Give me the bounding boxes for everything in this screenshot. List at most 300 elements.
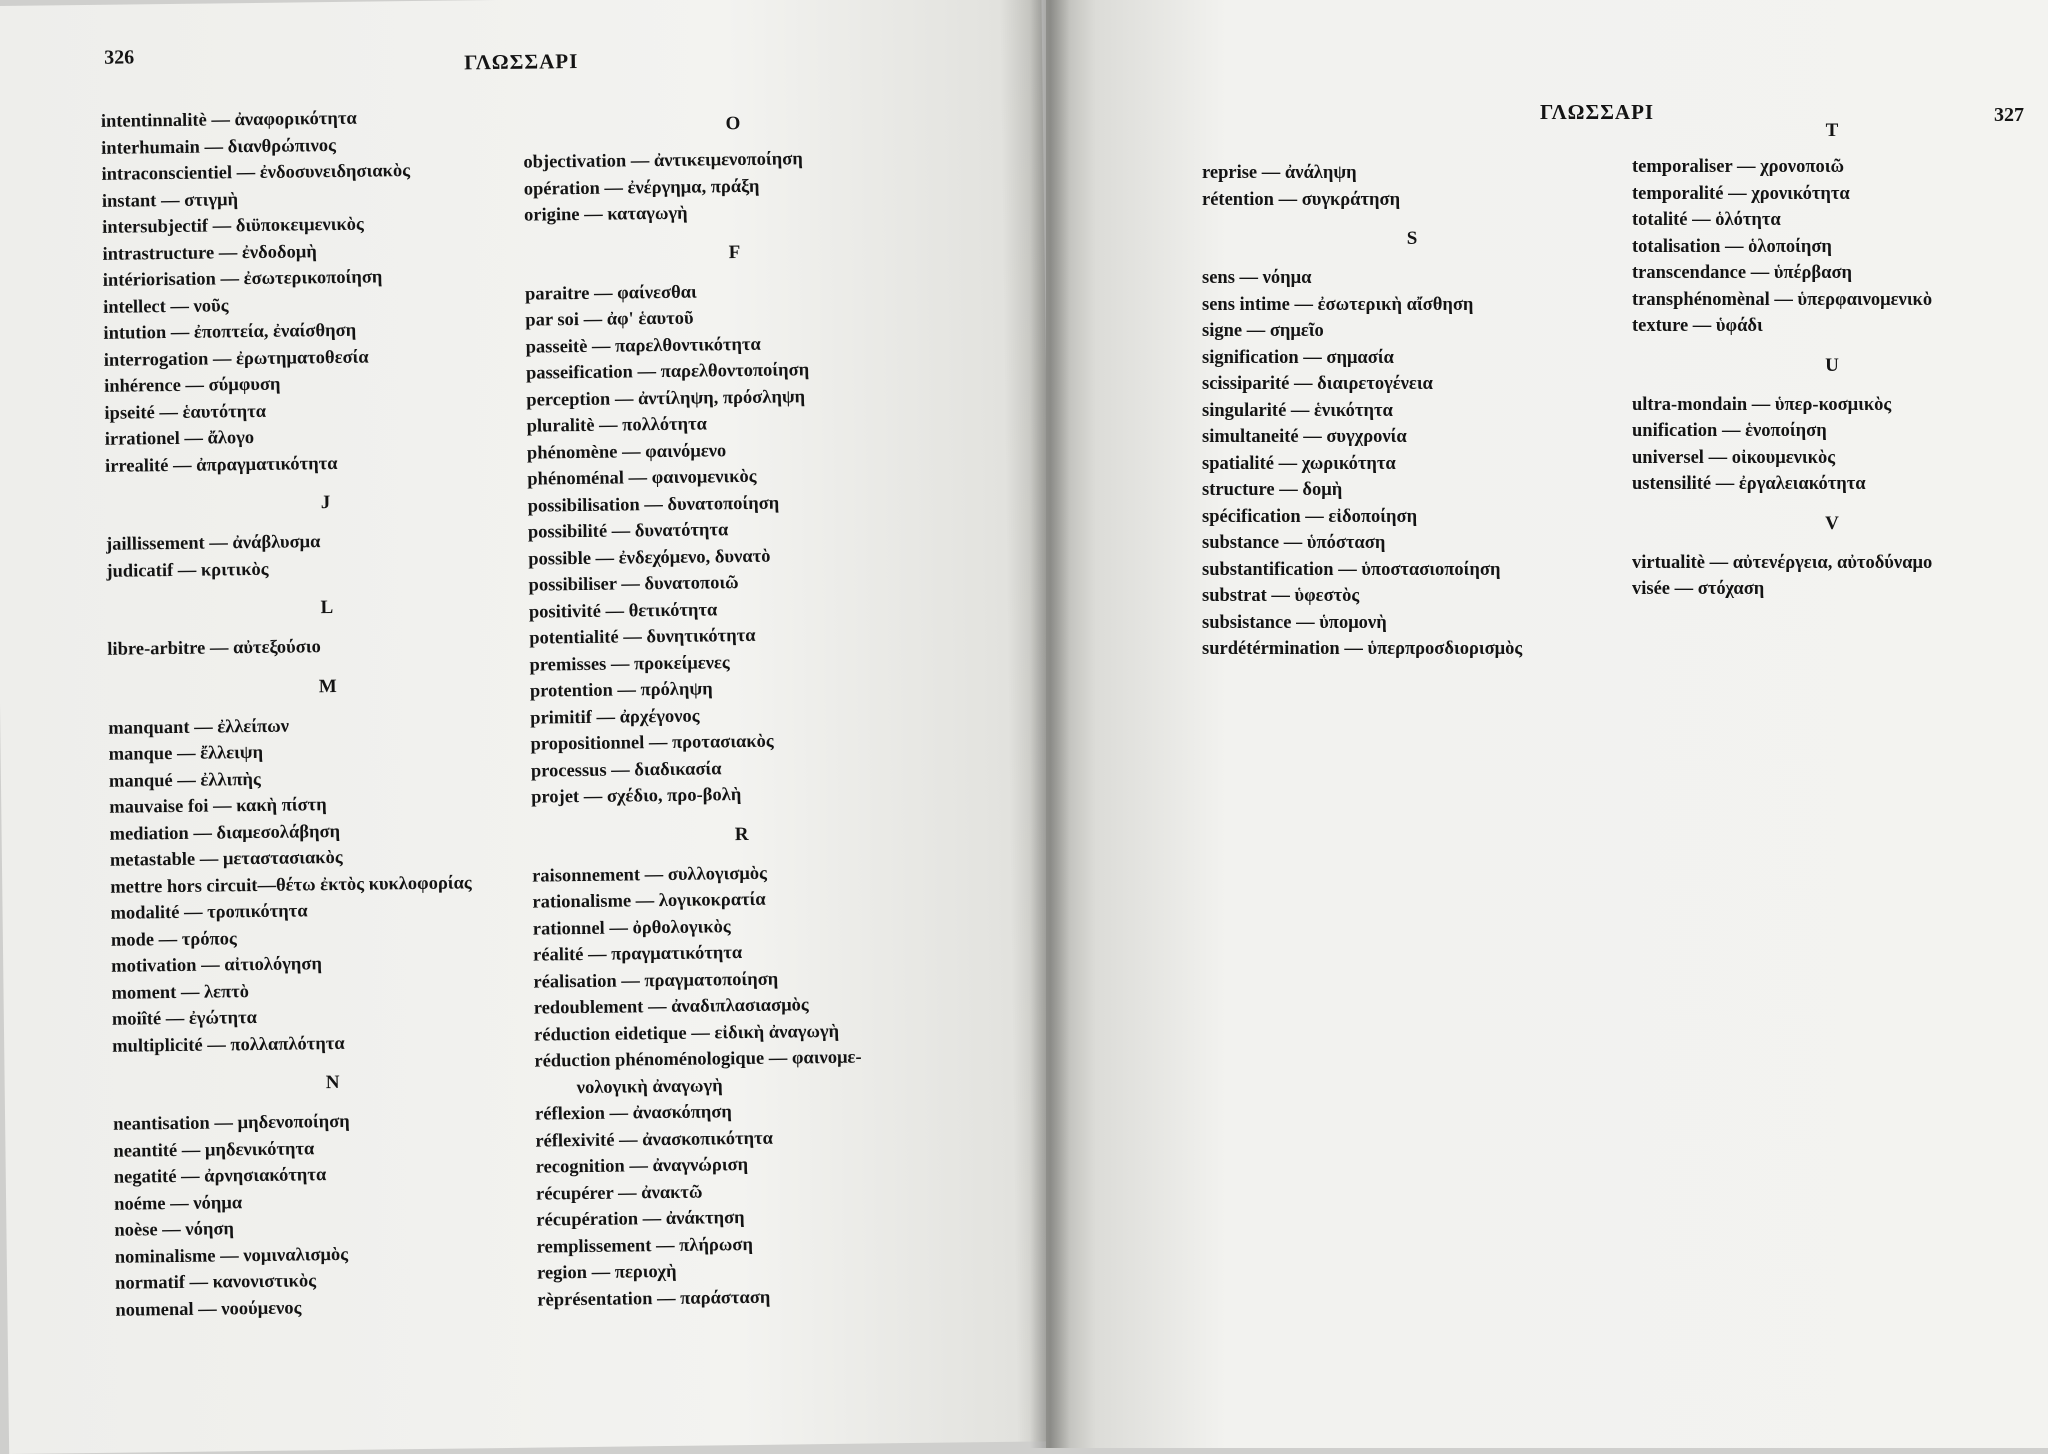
entry-dash: — [198, 1299, 217, 1320]
glossary-entry [1632, 313, 2032, 340]
greek-term: ἐρωτηματοθεσία [235, 347, 369, 369]
french-term: instant [101, 190, 157, 212]
entry-dash: — [691, 1022, 710, 1044]
glossary-entry [1202, 160, 1622, 187]
french-term: substantification [1202, 559, 1334, 580]
entry-dash: — [1271, 586, 1290, 606]
entry-dash: — [183, 902, 203, 923]
french-term: pluralitè [526, 415, 595, 437]
french-term: multiplicité [112, 1035, 203, 1057]
french-term: subsistance [1202, 612, 1292, 633]
entry-dash: — [1725, 236, 1744, 257]
glossary-entry [1632, 154, 2032, 181]
greek-term: νόημα [193, 1192, 243, 1214]
glossary-entry [115, 1292, 555, 1324]
french-term: mode [110, 929, 155, 951]
french-term: intersubjectif [102, 216, 209, 238]
french-term: irrationel [104, 428, 180, 450]
glossary-entry [1632, 260, 2032, 287]
entry-dash: — [170, 1193, 189, 1214]
french-term: inhérence [104, 375, 181, 397]
entry-dash: — [599, 415, 618, 436]
french-term: mauvaise foi [109, 796, 209, 818]
greek-term: προτασιακὸς [671, 731, 774, 753]
french-term: remplissement [536, 1235, 652, 1258]
entry-dash: — [181, 1140, 201, 1161]
greek-term: ἐνέργημα, πράξη [627, 176, 760, 198]
entry-dash: — [162, 1219, 181, 1241]
running-head-right: ΓΛΩΣΣΑΡΙ [1540, 100, 1655, 124]
greek-term: ἀνασκόπηση [632, 1102, 732, 1124]
french-term: totalité [1632, 210, 1688, 230]
section-letter: R [734, 823, 749, 845]
greek-term: πολλότητα [622, 414, 708, 436]
french-term: réalité [533, 945, 584, 966]
greek-term: διαιρετογένεια [1317, 374, 1433, 394]
right-page [1046, 0, 2048, 1448]
section-letter: M [318, 675, 337, 697]
french-term: potentialité [529, 627, 619, 649]
greek-term: πλήρωση [679, 1234, 754, 1256]
french-term: mettre hors circuit [110, 875, 258, 898]
entry-dash: — [1708, 447, 1728, 468]
french-term: récupération [536, 1209, 639, 1231]
greek-term: ἄλογο [207, 427, 255, 449]
entry-dash: — [180, 1166, 200, 1187]
greek-term: ἀνασκοπικότητα [642, 1128, 774, 1150]
greek-term: θετικότητα [628, 599, 718, 621]
french-term: recognition [535, 1156, 625, 1178]
french-term: transphénomènal [1632, 289, 1770, 310]
french-term: possibilisation [527, 494, 640, 517]
greek-term: διανθρώπινος [227, 135, 336, 157]
greek-term: ὑπερπροσδιορισμὸς [1367, 639, 1523, 659]
greek-term: ἀπραγματικότητα [196, 453, 338, 476]
greek-term: ἀνάληψη [1284, 163, 1357, 183]
greek-term: ἐνδοσυνειδησιακὸς [259, 161, 411, 183]
greek-term: ἑνικότητα [1314, 400, 1393, 421]
entry-dash: — [207, 1034, 226, 1056]
glossary-entry [1202, 318, 1622, 345]
entry-dash: — [617, 1182, 637, 1204]
entry-dash: — [1692, 210, 1711, 230]
entry-dash: — [644, 864, 664, 885]
french-term: positivité [528, 601, 601, 623]
greek-term: ἐνδοδομὴ [241, 241, 317, 263]
glossary-entry [537, 1282, 957, 1314]
entry-dash: — [617, 680, 637, 701]
entry-dash: — [1305, 506, 1324, 527]
french-term: virtualitè [1632, 552, 1705, 573]
french-term: manque [108, 744, 173, 765]
french-term: premisses [529, 654, 607, 676]
french-term: structure [1202, 480, 1275, 500]
french-term: substrat [1202, 586, 1267, 606]
greek-term: ἐγώτητα [188, 1007, 258, 1029]
greek-term: ὁλότητα [1715, 210, 1781, 230]
entry-dash: — [1283, 533, 1303, 553]
section-letter: N [325, 1071, 340, 1094]
greek-term: στόχαση [1697, 579, 1765, 599]
french-term: irrealité [104, 455, 169, 477]
entry-dash: — [172, 455, 192, 476]
glossary-entry [1632, 576, 2032, 603]
left-page-column-2 [523, 99, 958, 1314]
greek-term: ἐλλείπων [217, 716, 290, 737]
greek-term: αἰτιολόγηση [224, 954, 323, 976]
entry-dash: — [623, 627, 642, 648]
french-term: metastable [109, 849, 196, 871]
entry-dash: — [629, 1156, 649, 1177]
glossary-entry [1632, 287, 2032, 314]
french-term: visée [1632, 579, 1671, 599]
greek-term: ἐσωτερικοποίηση [243, 267, 383, 290]
entry-dash: — [595, 548, 615, 569]
entry-dash: — [218, 242, 238, 263]
greek-term: σημεῖο [1269, 321, 1324, 341]
french-term: scissiparité [1202, 374, 1290, 394]
greek-term: εἰδικὴ ἀναγωγὴ [714, 1021, 840, 1043]
entry-dash: — [647, 996, 667, 1018]
glossary-entry [1632, 181, 2032, 208]
glossary-entry [534, 1043, 955, 1101]
entry-dash: — [176, 743, 196, 764]
section-letter: J [320, 492, 331, 514]
left-page-column-1 [101, 103, 556, 1323]
entry-dash: — [605, 600, 625, 622]
french-term: simultaneité [1202, 427, 1299, 447]
entry-dash: — [1344, 639, 1363, 659]
greek-term: ἀρχέγονος [619, 706, 700, 728]
greek-term: ἀνάκτηση [665, 1208, 745, 1230]
french-term: réalisation [533, 971, 617, 993]
french-term: raisonnement [532, 864, 641, 887]
greek-term: οἰκουμενικὸς [1731, 447, 1835, 468]
french-term: rationalisme [532, 891, 632, 913]
glossary-entry [1202, 292, 1622, 319]
french-term: mediation [109, 823, 189, 845]
glossary-entry [1202, 371, 1622, 398]
french-term: par soi [525, 310, 580, 331]
entry-dash: — [618, 1129, 638, 1151]
entry-dash: — [160, 190, 180, 211]
greek-term: ἀναδιπλασιασμὸς [671, 995, 809, 1017]
french-term: intraconscientiel [101, 163, 233, 185]
greek-term: διαδικασία [634, 758, 722, 780]
entry-dash: — [1674, 579, 1694, 599]
entry-dash: — [170, 296, 190, 317]
greek-term: ὀρθολογικὸς [632, 916, 731, 938]
french-term: manquant [108, 717, 190, 739]
entry-dash: — [211, 110, 231, 131]
entry-dash: — [158, 929, 178, 950]
entry-dash: — [1751, 394, 1771, 415]
french-term: nominalisme [114, 1246, 216, 1268]
greek-term: ἐργαλειακότητα [1738, 474, 1866, 494]
french-term: jaillissement [105, 533, 205, 555]
glossary-entry [1632, 392, 2032, 419]
french-term: intériorisation [102, 269, 217, 291]
glossary-entry [1632, 418, 2032, 445]
entry-dash: — [199, 849, 219, 870]
entry-dash: — [635, 891, 655, 912]
greek-term: ἀνακτῶ [641, 1182, 703, 1203]
greek-term: σημασία [1326, 347, 1394, 368]
greek-term: φαινομε- [791, 1047, 862, 1069]
greek-term: πραγματικότητα [611, 943, 743, 965]
greek-term: τροπικότητα [207, 901, 308, 923]
french-term: neantisation [113, 1113, 210, 1135]
french-term: unification [1632, 421, 1718, 441]
entry-dash: — [212, 348, 232, 369]
glossary-entry [1202, 265, 1622, 292]
greek-term: δυνατοποίηση [667, 493, 780, 515]
greek-term: αὐτενέργεια, αὐτοδύναμο [1732, 552, 1933, 573]
greek-term: λεπτὸ [203, 981, 250, 1003]
greek-term: μηδενοποίηση [237, 1111, 350, 1134]
greek-term: καταγωγὴ [607, 203, 688, 225]
greek-term: ἀφ' ἑαυτοῦ [606, 308, 694, 330]
french-term: motivation [111, 955, 197, 977]
entry-dash: — [212, 796, 232, 817]
greek-term-continuation: νολογικὴ ἀναγωγὴ [576, 1075, 723, 1098]
greek-term: ἐνδεχόμενο, δυνατὸ [618, 546, 771, 569]
entry-dash: — [1296, 612, 1315, 633]
section-letter: U [1825, 354, 1839, 376]
entry-dash: — [1279, 480, 1298, 500]
gutter-shadow [1030, 0, 1070, 1448]
french-term: transcendance [1632, 263, 1747, 283]
greek-term: σύμφυση [208, 374, 281, 396]
entry-dash: — [194, 717, 213, 738]
entry-dash: — [1736, 157, 1756, 177]
greek-term: ἀναγνώριση [652, 1155, 749, 1177]
french-term: texture [1632, 316, 1689, 336]
entry-dash: — [587, 944, 607, 965]
french-term: manqué [108, 770, 173, 792]
entry-dash: — [655, 1235, 675, 1256]
french-term: region [536, 1262, 588, 1284]
entry-dash: — [621, 574, 640, 595]
greek-term: νόημα [1262, 268, 1312, 288]
greek-term: ὑπερ-κοσμικὸς [1774, 394, 1892, 415]
greek-term: διαμεσολάβηση [216, 821, 341, 843]
greek-term: φαινόμενο [645, 440, 727, 462]
french-term: moiîté [111, 1009, 162, 1030]
entry-dash: — [1721, 421, 1741, 441]
french-term: processus [530, 760, 607, 782]
greek-term: αὐτεξούσιο [232, 637, 321, 659]
entry-dash: — [768, 1048, 788, 1069]
greek-term: παρελθοντοποίηση [660, 360, 810, 383]
french-term: possibilité [527, 521, 608, 543]
greek-term: σχέδιο, προ-βολὴ [606, 785, 742, 807]
french-term: réduction phénoménologique [534, 1048, 765, 1072]
greek-term: παράσταση [680, 1287, 771, 1309]
section-letter: L [320, 597, 334, 619]
greek-term: ὑπομονὴ [1319, 612, 1387, 633]
greek-term: συγκράτηση [1301, 189, 1401, 210]
glossary-entry [1202, 557, 1622, 584]
french-term: singularité [1202, 400, 1287, 421]
greek-term: δυνητικότητα [646, 625, 756, 648]
french-term: ustensilité [1632, 474, 1712, 494]
greek-term: χρονοποιῶ [1760, 157, 1844, 177]
greek-term: πολλαπλότητα [230, 1033, 345, 1055]
greek-term: ἔλλειψη [200, 742, 264, 764]
entry-dash: — [596, 707, 616, 728]
greek-term: χρονικότητα [1751, 183, 1850, 204]
entry-dash: — [591, 336, 611, 357]
french-term: objectivation [523, 151, 627, 173]
glossary-entry [1202, 583, 1622, 610]
greek-term: στιγμὴ [183, 189, 239, 211]
glossary-entry [1202, 636, 1622, 663]
entry-dash: — [609, 1103, 629, 1124]
french-term: redoublement [533, 997, 644, 1019]
entry-dash: — [1261, 163, 1281, 183]
glossary-entry [1632, 234, 2032, 261]
glossary-entry [1632, 207, 2032, 234]
entry-dash: — [611, 759, 630, 781]
greek-term: πραγματοποίηση [644, 969, 779, 991]
entry-dash: — [185, 375, 205, 396]
entry-dash: — [644, 494, 663, 515]
french-term: interhumain [101, 137, 201, 159]
french-term: modalité [110, 902, 180, 924]
page-number-right: 327 [1994, 104, 2024, 126]
greek-term: ὑπέρβαση [1773, 263, 1853, 283]
entry-dash: — [583, 309, 603, 330]
entry-dash: — [189, 1272, 209, 1293]
french-term: phénomène [526, 442, 618, 464]
glossary-entry [1632, 445, 2032, 472]
greek-term: τρόπος [181, 928, 237, 950]
glossary-entry [1632, 550, 2032, 577]
french-term: noéme [114, 1193, 166, 1215]
french-term: sens intime [1202, 294, 1290, 315]
greek-term: πρόληψη [640, 679, 713, 701]
french-term: sens [1202, 268, 1235, 288]
french-term: passeitè [525, 336, 588, 358]
glossary-entry [1202, 504, 1622, 531]
french-term: perception [526, 389, 611, 411]
entry-dash: — [177, 770, 196, 791]
entry-dash: — [1692, 316, 1712, 336]
greek-term: ὑφάδι [1715, 316, 1763, 336]
entry-dash: — [184, 428, 204, 449]
entry-dash: — [209, 533, 228, 554]
greek-term: προκείμενες [633, 652, 730, 674]
entry-dash: — [212, 216, 232, 237]
greek-term: κανονιστικὸς [212, 1271, 317, 1293]
french-term: possibiliser [528, 574, 617, 596]
glossary-entry [1202, 530, 1622, 557]
glossary-entry [1202, 424, 1622, 451]
french-term: signification [1202, 347, 1299, 368]
french-term: intution [103, 323, 167, 344]
entry-dash: — [637, 362, 657, 383]
entry-dash: — [610, 653, 630, 675]
glossary-entry [1202, 345, 1622, 372]
greek-term: ὑπόσταση [1306, 533, 1386, 553]
greek-term: δυνατοποιῶ [644, 573, 739, 595]
french-term: libre-arbitre [107, 638, 206, 660]
greek-term: δυνατότητα [634, 520, 729, 542]
glossary-entry [1202, 477, 1622, 504]
entry-dash: — [204, 136, 224, 158]
greek-term: νοῦς [193, 295, 229, 317]
french-term: moment [111, 982, 177, 1004]
entry-dash: — [656, 1288, 676, 1309]
french-term: réduction eidetique [533, 1023, 687, 1046]
entry-dash: — [1303, 347, 1322, 368]
entry-dash: — [1728, 183, 1747, 204]
greek-term: ὑπερφαινομενικὸ [1797, 289, 1933, 310]
entry-dash: — [1246, 321, 1266, 341]
entry-dash: — [648, 732, 668, 754]
section-letter: T [1825, 120, 1839, 141]
entry-dash: — [584, 204, 603, 225]
french-term: intentinnalitè [100, 110, 207, 132]
entry-dash: — [257, 875, 277, 896]
french-term: paraitre [524, 283, 590, 305]
section-letter: F [728, 241, 741, 263]
french-term: primitif [530, 707, 592, 729]
greek-term: χωρικότητα [1301, 453, 1396, 474]
entry-dash: — [1303, 427, 1322, 447]
entry-dash: — [201, 955, 220, 976]
entry-dash: — [593, 283, 613, 304]
french-term: interrogation [103, 349, 209, 371]
french-term: récupérer [535, 1183, 614, 1205]
glossary-entry [1632, 471, 2032, 498]
french-term: passeification [525, 362, 634, 384]
entry-dash: — [630, 151, 650, 172]
french-term: neantité [113, 1140, 178, 1162]
glossary-entry [1202, 187, 1622, 214]
entry-dash: — [1239, 268, 1259, 288]
entry-dash: — [611, 521, 631, 542]
greek-term: ἑνοποίηση [1745, 421, 1827, 441]
french-term: rèprésentation [537, 1288, 653, 1311]
greek-term: κριτικὸς [200, 559, 269, 581]
french-term: rétention [1202, 189, 1274, 210]
french-term: totalisation [1632, 236, 1721, 257]
entry-dash: — [614, 388, 634, 410]
french-term: spatialité [1202, 453, 1274, 474]
greek-term: συλλογισμὸς [667, 863, 768, 885]
greek-term: νομιναλισμὸς [243, 1244, 349, 1266]
greek-term: διϋποκειμενικὸς [235, 214, 364, 237]
greek-term: εἰδοποίηση [1328, 506, 1418, 527]
glossary-entry [1202, 398, 1622, 425]
french-term: protention [529, 680, 613, 702]
greek-term: μεταστασιακὸς [222, 847, 343, 870]
french-term: rationnel [532, 918, 605, 940]
entry-dash: — [1338, 559, 1357, 580]
entry-dash: — [591, 1262, 611, 1283]
french-term: spécification [1202, 506, 1301, 527]
entry-dash: — [642, 1209, 662, 1230]
entry-dash: — [177, 560, 197, 581]
greek-term: δομὴ [1302, 480, 1343, 500]
entry-dash: — [214, 1113, 234, 1134]
greek-term: μηδενικότητα [204, 1138, 315, 1161]
greek-term: φαίνεσθαι [617, 282, 697, 304]
french-term: ultra-mondain [1632, 394, 1748, 415]
french-term: noumenal [115, 1299, 194, 1321]
